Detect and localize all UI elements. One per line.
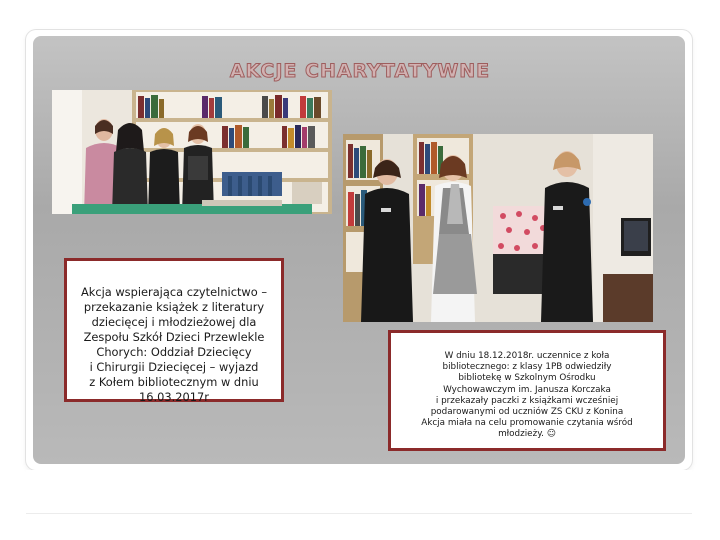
caption-left-line: z Kołem bibliotecznym w dniu [89,375,259,389]
caption-right-line: bibliotekę w Szkolnym Ośrodku [458,373,596,384]
caption-left-line: dziecięcej i młodzieżowej dla [91,315,257,329]
caption-right-line: bibliotecznego: z klasy 1PB odwiedziły [442,362,612,373]
caption-right-line: podarowanymi od uczniów ZS CKU z Konina [430,407,624,418]
photo-library-group-image [52,90,332,214]
photo-gift-handover [343,134,653,322]
photo-library-group [52,90,332,214]
caption-left-line: i Chirurgii Dziecięcej – wyjazd [89,360,259,374]
caption-right-line: młodzieży. ☺ [498,429,556,440]
caption-right [388,330,666,451]
caption-right-line: Wychowawczym im. Janusza Korczaka [443,384,611,395]
slide-footer-area [26,470,692,514]
slide-title: AKCJE CHARYTATYWNE [229,60,491,82]
caption-left-line: Zespołu Szkół Dzieci Przewlekle [83,330,265,344]
caption-left-line: Akcja wspierająca czytelnictwo – [80,285,268,299]
caption-right-line: Akcja miała na celu promowanie czytania wśród [421,418,633,429]
caption-left [64,258,284,402]
caption-left-line: 16.03.2017r [139,390,209,404]
caption-left-line: przekazanie książek z literatury [83,300,265,314]
caption-right-line: W dniu 18.12.2018r. uczennice z koła [444,351,610,361]
photo-gift-handover-image [343,134,653,322]
caption-right-line: i przekazały paczki z książkami wcześniej [435,395,619,406]
caption-left-line: Chorych: Oddział Dziecięcy [96,345,252,359]
